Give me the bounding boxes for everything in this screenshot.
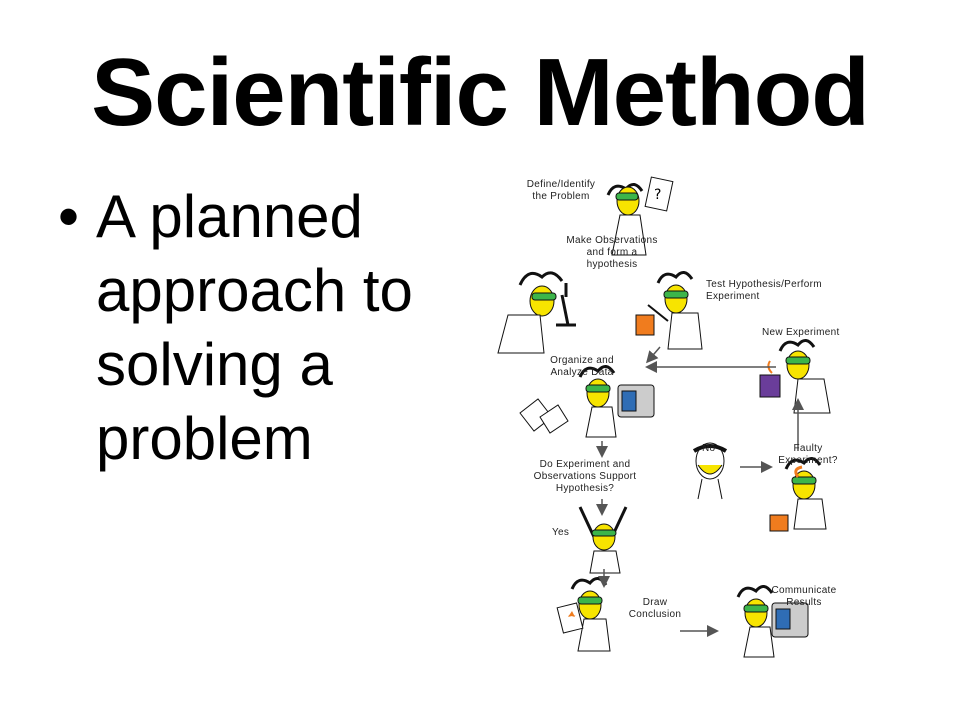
bullet-text: A planned approach to solving a problem — [96, 183, 413, 472]
label-new-experiment: New Experiment — [762, 327, 840, 338]
label-yes: Yes — [552, 527, 570, 538]
label-define-problem: Define/Identify the Problem — [526, 179, 596, 202]
label-communicate-results: Communicate Results — [771, 585, 837, 608]
faulty-experiment-scientist-icon — [770, 458, 826, 531]
scientific-method-diagram — [480, 165, 880, 675]
yes-scientist-icon — [580, 507, 626, 573]
new-experiment-scientist-icon — [760, 340, 830, 413]
arrow-to-organize — [648, 347, 660, 361]
label-no: No — [702, 443, 716, 454]
label-draw-conclusion: Draw Conclusion — [628, 597, 682, 620]
microscope-scientist-icon — [498, 273, 576, 353]
slide-title: Scientific Method — [91, 39, 869, 146]
label-faulty-experiment: Faulty Experiment? — [778, 443, 838, 466]
label-make-observations: Make Observations and form a hypothesis — [566, 235, 658, 270]
conclusion-scientist-icon — [557, 578, 610, 651]
bullet-marker: • — [58, 183, 80, 250]
label-support-hypothesis: Do Experiment and Observations Support Hypothesis? — [533, 459, 637, 494]
svg-text:?: ? — [654, 187, 662, 203]
label-test-hypothesis: Test Hypothesis/Perform Experiment — [706, 279, 822, 302]
beaker-scientist-icon — [636, 272, 702, 349]
label-organize-data: Organize and Analyze Data — [550, 355, 614, 378]
